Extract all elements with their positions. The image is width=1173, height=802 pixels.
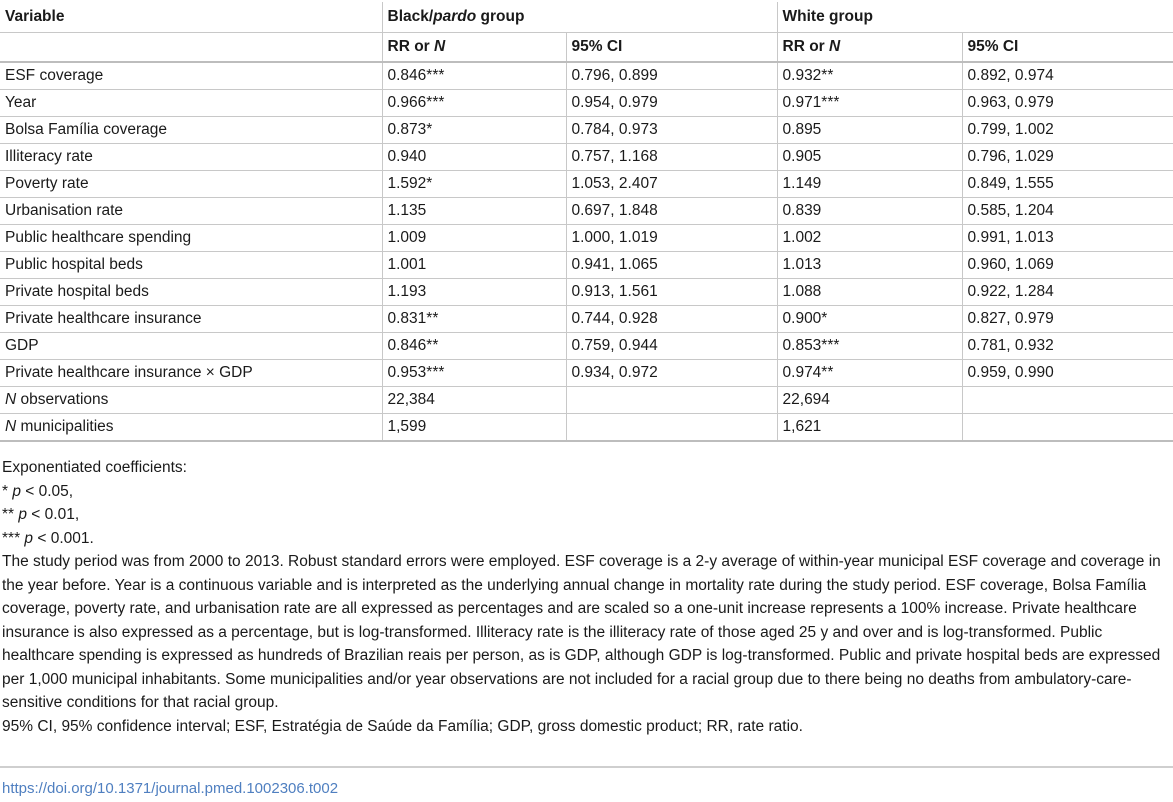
rr-white: 0.932** bbox=[777, 62, 962, 90]
table-body bbox=[0, 62, 1173, 441]
footer-divider bbox=[0, 766, 1173, 768]
table-row bbox=[0, 171, 1173, 198]
table-row bbox=[0, 90, 1173, 117]
n-label: N bbox=[5, 418, 17, 435]
rr-black-pardo: 1.009 bbox=[382, 225, 566, 252]
empty-cell bbox=[566, 414, 777, 442]
ci-black-pardo: 0.934, 0.972 bbox=[566, 360, 777, 387]
row-variable: Private healthcare insurance bbox=[5, 310, 202, 327]
rr-white: 1.002 bbox=[777, 225, 962, 252]
table-row bbox=[0, 306, 1173, 333]
table-row bbox=[0, 117, 1173, 144]
row-variable bbox=[0, 387, 382, 414]
header-row-groups bbox=[0, 2, 1173, 33]
ci-black-pardo: 0.697, 1.848 bbox=[566, 198, 777, 225]
table-figure bbox=[0, 2, 1173, 797]
rr-label: RR or bbox=[387, 38, 434, 55]
rr-white: 0.905 bbox=[777, 144, 962, 171]
ci-white: 0.585, 1.204 bbox=[962, 198, 1173, 225]
ci-black-pardo: 0.784, 0.973 bbox=[566, 117, 777, 144]
row-variable: Poverty rate bbox=[5, 175, 89, 192]
group1-name-em: pardo bbox=[433, 8, 477, 25]
sig-threshold: < 0.001. bbox=[33, 529, 94, 547]
count-black-pardo: 1,599 bbox=[382, 414, 566, 442]
rr-black-pardo: 0.966*** bbox=[382, 90, 566, 117]
row-variable bbox=[0, 414, 382, 442]
count-white: 22,694 bbox=[777, 387, 962, 414]
rr-black-pardo: 0.831** bbox=[382, 306, 566, 333]
ci-black-pardo: 0.954, 0.979 bbox=[566, 90, 777, 117]
header-row-subcols bbox=[0, 33, 1173, 63]
ci-white: 0.827, 0.979 bbox=[962, 306, 1173, 333]
table-row bbox=[0, 62, 1173, 90]
ci-white: 0.922, 1.284 bbox=[962, 279, 1173, 306]
results-table bbox=[0, 2, 1173, 442]
row-variable: Year bbox=[5, 94, 37, 111]
ci-black-pardo: 0.744, 0.928 bbox=[566, 306, 777, 333]
table-row bbox=[0, 414, 1173, 442]
rr-black-pardo: 1.001 bbox=[382, 252, 566, 279]
ci-black-pardo: 0.913, 1.561 bbox=[566, 279, 777, 306]
rr-black-pardo: 0.940 bbox=[382, 144, 566, 171]
table-row bbox=[0, 387, 1173, 414]
ci-white: 0.959, 0.990 bbox=[962, 360, 1173, 387]
ci-black-pardo: 0.796, 0.899 bbox=[566, 62, 777, 90]
rr-black-pardo: 0.953*** bbox=[382, 360, 566, 387]
ci-white: 0.796, 1.029 bbox=[962, 144, 1173, 171]
table-row bbox=[0, 144, 1173, 171]
row-variable: Illiteracy rate bbox=[5, 148, 93, 165]
notes-paragraph: The study period was from 2000 to 2013. Robust standard errors were employed. ESF coverage is a 2-y average of within-year municipal ESF coverage and coverage in the year before. Year is a continuous variable and is interpreted as the underlying annual change in mortality rate during the study period. ESF coverage, Bolsa Família coverage, poverty rate, and urbanisation rate are all expressed as percentages and are scaled so a one-unit increase represents a 100% increase. Private healthcare insurance is also expressed as a percentage, but is log-transformed. Illiteracy rate is the illiteracy rate of those aged 25 y and over and is log-transformed. Public healthcare spending is expressed as hundreds of Brazilian reais per person, as is GDP, although GDP is log-transformed. Public and private hospital beds are expressed per 1,000 municipal inhabitants. Some municipalities and/or year observations are not included for a racial group due to there being no deaths from ambulatory-care-sensitive conditions for that racial group. bbox=[2, 553, 1161, 711]
table-row bbox=[0, 225, 1173, 252]
sig-p: p bbox=[12, 482, 21, 500]
significance-note-1 bbox=[2, 480, 1173, 504]
ci-white: 0.991, 1.013 bbox=[962, 225, 1173, 252]
ci-black-pardo: 0.941, 1.065 bbox=[566, 252, 777, 279]
header-blank bbox=[0, 33, 382, 63]
count-black-pardo: 22,384 bbox=[382, 387, 566, 414]
ci-black-pardo: 0.757, 1.168 bbox=[566, 144, 777, 171]
rr-black-pardo: 1.135 bbox=[382, 198, 566, 225]
table-row bbox=[0, 252, 1173, 279]
empty-cell bbox=[962, 414, 1173, 442]
row-variable: Private healthcare insurance × GDP bbox=[5, 364, 253, 381]
sig-p: p bbox=[24, 529, 34, 547]
rr-white: 0.974** bbox=[777, 360, 962, 387]
rr-black-pardo: 1.592* bbox=[382, 171, 566, 198]
notes-intro: Exponentiated coefficients: bbox=[2, 459, 187, 476]
row-variable: GDP bbox=[5, 337, 39, 354]
subheader-rr-group2 bbox=[777, 33, 962, 63]
header-variable: Variable bbox=[0, 2, 382, 33]
row-variable: ESF coverage bbox=[5, 67, 104, 84]
rr-label-n: N bbox=[829, 38, 841, 55]
table-row bbox=[0, 198, 1173, 225]
subheader-ci-group2: 95% CI bbox=[962, 33, 1173, 63]
row-variable: Bolsa Família coverage bbox=[5, 121, 167, 138]
significance-note-2 bbox=[2, 503, 1173, 527]
ci-white: 0.781, 0.932 bbox=[962, 333, 1173, 360]
sig-threshold: < 0.05, bbox=[20, 482, 74, 500]
n-label-rest: observations bbox=[16, 391, 109, 408]
ci-white: 0.960, 1.069 bbox=[962, 252, 1173, 279]
doi-link[interactable]: https://doi.org/10.1371/journal.pmed.1002306.t002 bbox=[2, 780, 339, 797]
sig-stars: *** bbox=[2, 529, 25, 547]
rr-white: 0.853*** bbox=[777, 333, 962, 360]
notes-abbreviations: 95% CI, 95% confidence interval; ESF, Estratégia de Saúde da Família; GDP, gross domestic product; RR, rate ratio. bbox=[2, 717, 803, 735]
sig-stars: * bbox=[2, 482, 13, 500]
rr-white: 0.839 bbox=[777, 198, 962, 225]
table-row bbox=[0, 333, 1173, 360]
table-row bbox=[0, 279, 1173, 306]
rr-label: RR or bbox=[782, 38, 830, 55]
ci-black-pardo: 1.053, 2.407 bbox=[566, 171, 777, 198]
table-row bbox=[0, 360, 1173, 387]
subheader-ci-group1: 95% CI bbox=[566, 33, 777, 63]
rr-white: 1.013 bbox=[777, 252, 962, 279]
rr-white: 1.149 bbox=[777, 171, 962, 198]
sig-p: p bbox=[18, 506, 27, 523]
row-variable: Public healthcare spending bbox=[5, 229, 192, 246]
group1-name-post: group bbox=[476, 8, 525, 25]
sig-stars: ** bbox=[2, 506, 19, 523]
rr-label-n: N bbox=[434, 38, 446, 55]
row-variable: Private hospital beds bbox=[5, 283, 149, 300]
rr-black-pardo: 0.873* bbox=[382, 117, 566, 144]
empty-cell bbox=[566, 387, 777, 414]
rr-white: 1.088 bbox=[777, 279, 962, 306]
empty-cell bbox=[962, 387, 1173, 414]
rr-white: 0.971*** bbox=[777, 90, 962, 117]
subheader-rr-group1 bbox=[382, 33, 566, 63]
row-variable: Urbanisation rate bbox=[5, 202, 124, 219]
ci-black-pardo: 1.000, 1.019 bbox=[566, 225, 777, 252]
significance-note-3 bbox=[2, 527, 1173, 551]
rr-white: 0.895 bbox=[777, 117, 962, 144]
sig-threshold: < 0.01, bbox=[27, 506, 80, 523]
rr-black-pardo: 1.193 bbox=[382, 279, 566, 306]
ci-white: 0.963, 0.979 bbox=[962, 90, 1173, 117]
group1-name-pre: Black/ bbox=[387, 8, 434, 25]
n-label: N bbox=[5, 391, 17, 408]
header-black-pardo-group bbox=[382, 2, 777, 33]
ci-white: 0.849, 1.555 bbox=[962, 171, 1173, 198]
n-label-rest: municipalities bbox=[16, 418, 114, 435]
header-white-group: White group bbox=[777, 2, 1173, 33]
table-notes bbox=[0, 456, 1173, 738]
row-variable: Public hospital beds bbox=[5, 256, 143, 273]
ci-white: 0.799, 1.002 bbox=[962, 117, 1173, 144]
ci-black-pardo: 0.759, 0.944 bbox=[566, 333, 777, 360]
rr-black-pardo: 0.846** bbox=[382, 333, 566, 360]
rr-black-pardo: 0.846*** bbox=[382, 62, 566, 90]
rr-white: 0.900* bbox=[777, 306, 962, 333]
ci-white: 0.892, 0.974 bbox=[962, 62, 1173, 90]
count-white: 1,621 bbox=[777, 414, 962, 442]
